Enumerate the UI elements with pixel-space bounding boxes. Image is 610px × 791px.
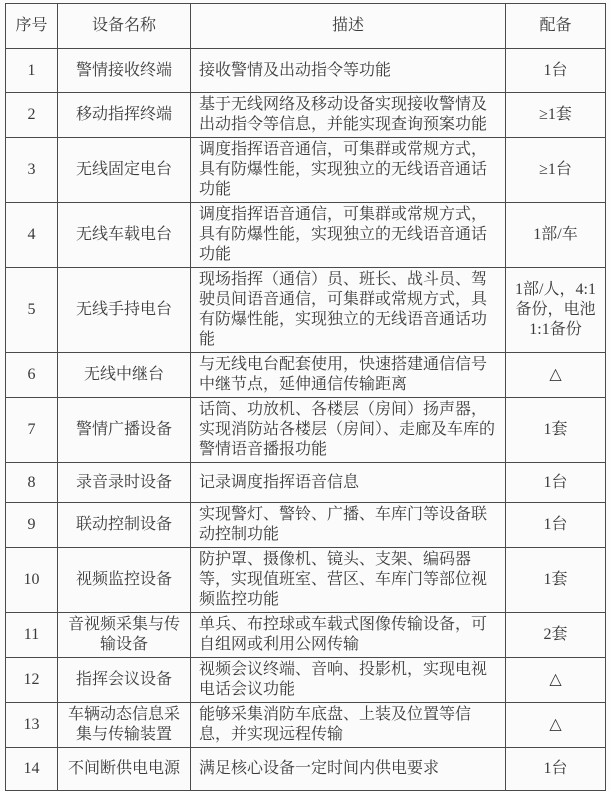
cell-equipment-name: 无线固定电台: [58, 138, 191, 203]
table-row: [6, 658, 606, 703]
cell-description: 防护罩、摄像机、镜头、支架、编码器等，实现值班室、营区、车库门等部位视频监控功能: [191, 548, 506, 613]
cell-allocation: 1部/车: [506, 203, 606, 268]
cell-allocation: △: [506, 353, 606, 398]
cell-description: 基于无线网络及移动设备实现接收警情及出动指令等信息，并能实现查询预案功能: [191, 93, 506, 138]
cell-allocation: ≥1套: [506, 93, 606, 138]
cell-description: 接收警情及出动指令等功能: [191, 49, 506, 93]
table-row: [6, 49, 606, 93]
cell-description: 视频会议终端、音响、投影机，实现电视电话会议功能: [191, 658, 506, 703]
cell-serial-number: 2: [6, 93, 58, 138]
cell-description: 单兵、布控球或车载式图像传输设备，可自组网或利用公网传输: [191, 613, 506, 658]
cell-allocation: △: [506, 658, 606, 703]
cell-allocation: 1台: [506, 49, 606, 93]
cell-equipment-name: 不间断供电电源: [58, 748, 191, 791]
table-row: [6, 138, 606, 203]
cell-equipment-name: 警情广播设备: [58, 398, 191, 463]
cell-equipment-name: 无线车载电台: [58, 203, 191, 268]
cell-description: 调度指挥语音通信，可集群或常规方式，具有防爆性能，实现独立的无线语音通话功能: [191, 203, 506, 268]
cell-allocation: ≥1台: [506, 138, 606, 203]
cell-serial-number: 12: [6, 658, 58, 703]
cell-equipment-name: 车辆动态信息采集与传输装置: [58, 703, 191, 748]
table-row: [6, 503, 606, 548]
cell-allocation: 1套: [506, 398, 606, 463]
cell-serial-number: 8: [6, 463, 58, 503]
table-row: [6, 268, 606, 353]
cell-allocation: 1部/人，4:1备份，电池1:1备份: [506, 268, 606, 353]
cell-equipment-name: 警情接收终端: [58, 49, 191, 93]
cell-allocation: △: [506, 703, 606, 748]
cell-allocation: 1套: [506, 548, 606, 613]
cell-equipment-name: 视频监控设备: [58, 548, 191, 613]
cell-description: 调度指挥语音通信，可集群或常规方式，具有防爆性能，实现独立的无线语音通话功能: [191, 138, 506, 203]
cell-equipment-name: 无线手持电台: [58, 268, 191, 353]
cell-description: 与无线电台配套使用，快速搭建通信信号中继节点，延伸通信传输距离: [191, 353, 506, 398]
cell-equipment-name: 音视频采集与传输设备: [58, 613, 191, 658]
cell-description: 实现警灯、警铃、广播、车库门等设备联动控制功能: [191, 503, 506, 548]
header-allocation: 配备: [506, 4, 606, 49]
table-row: [6, 203, 606, 268]
cell-description: 满足核心设备一定时间内供电要求: [191, 748, 506, 791]
cell-equipment-name: 移动指挥终端: [58, 93, 191, 138]
table-row: [6, 353, 606, 398]
table-row: [6, 93, 606, 138]
cell-description: 能够采集消防车底盘、上装及位置等信息，并实现远程传输: [191, 703, 506, 748]
cell-serial-number: 14: [6, 748, 58, 791]
cell-equipment-name: 指挥会议设备: [58, 658, 191, 703]
cell-equipment-name: 无线中继台: [58, 353, 191, 398]
header-row: [6, 4, 606, 49]
cell-equipment-name: 录音录时设备: [58, 463, 191, 503]
cell-serial-number: 10: [6, 548, 58, 613]
table-row: [6, 548, 606, 613]
cell-description: 现场指挥（通信）员、班长、战斗员、驾驶员间语音通信，可集群或常规方式，具有防爆性能，实现独立的无线语音通话功能: [191, 268, 506, 353]
cell-allocation: 1台: [506, 503, 606, 548]
cell-allocation: 2套: [506, 613, 606, 658]
cell-allocation: 1台: [506, 748, 606, 791]
cell-serial-number: 9: [6, 503, 58, 548]
table-row: [6, 463, 606, 503]
table-row: [6, 703, 606, 748]
cell-description: 记录调度指挥语音信息: [191, 463, 506, 503]
cell-serial-number: 6: [6, 353, 58, 398]
cell-serial-number: 13: [6, 703, 58, 748]
table-row: [6, 613, 606, 658]
table-row: [6, 748, 606, 791]
header-serial-number: 序号: [6, 4, 58, 49]
cell-serial-number: 4: [6, 203, 58, 268]
table-row: [6, 398, 606, 463]
cell-allocation: 1台: [506, 463, 606, 503]
cell-serial-number: 1: [6, 49, 58, 93]
cell-description: 话筒、功放机、各楼层（房间）扬声器，实现消防站各楼层（房间）、走廊及车库的警情语音播报功能: [191, 398, 506, 463]
cell-equipment-name: 联动控制设备: [58, 503, 191, 548]
equipment-table: [5, 3, 606, 791]
header-description: 描述: [191, 4, 506, 49]
cell-serial-number: 3: [6, 138, 58, 203]
cell-serial-number: 5: [6, 268, 58, 353]
cell-serial-number: 7: [6, 398, 58, 463]
header-equipment-name: 设备名称: [58, 4, 191, 49]
cell-serial-number: 11: [6, 613, 58, 658]
